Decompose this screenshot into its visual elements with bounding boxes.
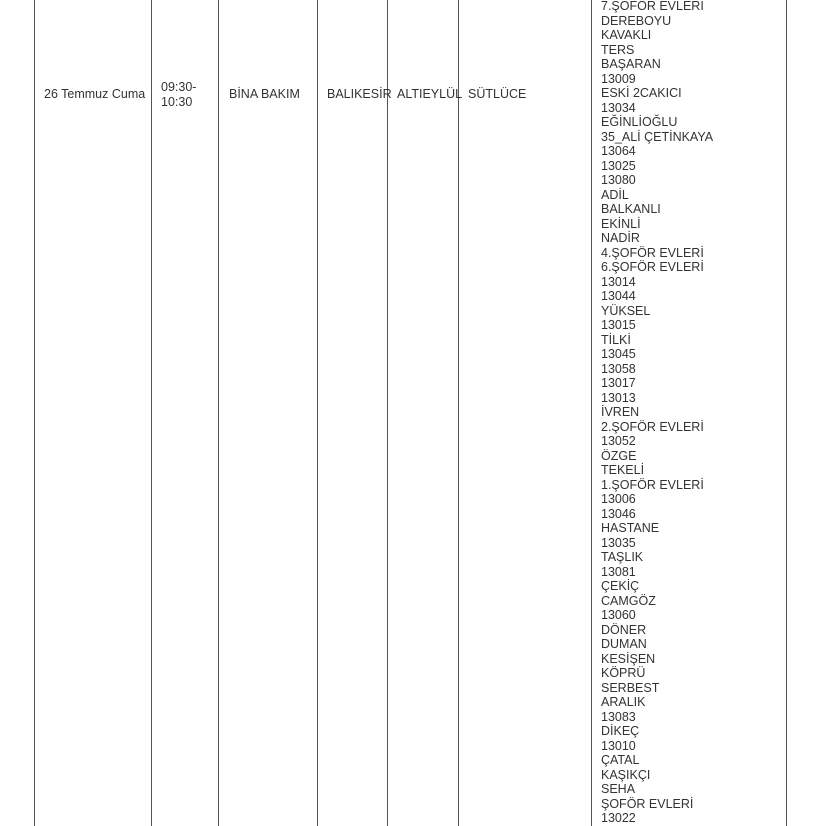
street-item: 13014 (601, 274, 636, 289)
street-item: 35_ALİ ÇETİNKAYA (601, 129, 714, 144)
street-item: KESİŞEN (601, 651, 656, 666)
street-item: 13064 (601, 144, 636, 158)
street-item: TERS (601, 42, 635, 57)
column-border (317, 0, 318, 826)
street-item: 13006 (601, 492, 636, 506)
district-cell: ALTIEYLÜL (397, 87, 463, 101)
street-item: 13060 (601, 608, 636, 622)
street-item: 13083 (601, 709, 636, 724)
column-border (591, 0, 592, 826)
street-item: ARALIK (601, 695, 646, 709)
street-item: ÇATAL (601, 753, 640, 767)
street-item: ÖZGE (601, 448, 637, 463)
street-item: 13015 (601, 318, 636, 332)
street-item: NADİR (601, 231, 640, 245)
street-item: SERBEST (601, 680, 660, 695)
street-item: DUMAN (601, 637, 647, 651)
street-item: 6.ŞOFÖR EVLERİ (601, 260, 704, 274)
column-border (218, 0, 219, 826)
street-item: DEREBOYU (601, 13, 672, 28)
column-border (151, 0, 152, 826)
street-item: 13081 (601, 564, 636, 579)
street-item: TİLKİ (601, 332, 631, 347)
street-item: EĞİNLİOĞLU (601, 115, 678, 129)
street-item: İVREN (601, 405, 640, 419)
column-border (34, 0, 35, 826)
street-item: 13052 (601, 434, 636, 448)
street-item: ŞOFÖR EVLERİ (601, 796, 694, 811)
street-item: 4.ŞOFÖR EVLERİ (601, 245, 704, 260)
time-cell: 09:30- 10:30 (161, 80, 197, 109)
column-border (387, 0, 388, 826)
street-item: 2.ŞOFÖR EVLERİ (601, 419, 704, 434)
street-item: DÖNER (601, 622, 647, 637)
street-item: 13017 (601, 376, 636, 390)
street-item: BALKANLI (601, 202, 661, 216)
street-item: TEKELİ (601, 463, 645, 477)
street-item: 13058 (601, 361, 636, 376)
street-item: KAVAKLI (601, 28, 652, 42)
reason-cell: BİNA BAKIM (229, 87, 300, 101)
street-item: ESKİ 2CAKICI (601, 86, 682, 100)
street-item: TAŞLIK (601, 550, 644, 564)
street-item: 1.ŞOFÖR EVLERİ (601, 477, 704, 492)
column-border (458, 0, 459, 826)
street-item: 13044 (601, 289, 636, 303)
street-item: 7.ŞOFÖR EVLERİ (601, 0, 704, 13)
street-item: ADİL (601, 187, 629, 202)
street-item: EKİNLİ (601, 216, 641, 231)
column-border (786, 0, 787, 826)
street-item: KAŞIKÇI (601, 767, 651, 782)
street-item: 13034 (601, 100, 636, 115)
street-item: DİKEÇ (601, 724, 640, 738)
street-item: 13013 (601, 390, 636, 405)
street-item: 13010 (601, 738, 636, 753)
street-item: 13022 (601, 811, 636, 825)
street-item: 13035 (601, 535, 636, 550)
street-item: SEHA (601, 782, 636, 796)
street-item: 13025 (601, 158, 636, 173)
date-cell: 26 Temmuz Cuma (44, 87, 146, 101)
street-item: ÇEKİÇ (601, 579, 640, 593)
neighborhood-cell: SÜTLÜCE (468, 87, 527, 101)
street-item: 13045 (601, 347, 636, 361)
street-item: YÜKSEL (601, 303, 651, 318)
street-item: BAŞARAN (601, 57, 661, 71)
street-item: KÖPRÜ (601, 666, 646, 680)
city-cell: BALIKESİR (327, 87, 392, 101)
street-item: 13046 (601, 506, 636, 521)
street-item: 13080 (601, 173, 636, 187)
streets-cell (601, 0, 713, 826)
street-item: 13009 (601, 71, 636, 86)
street-item: HASTANE (601, 521, 660, 535)
street-item: CAMGÖZ (601, 593, 656, 608)
